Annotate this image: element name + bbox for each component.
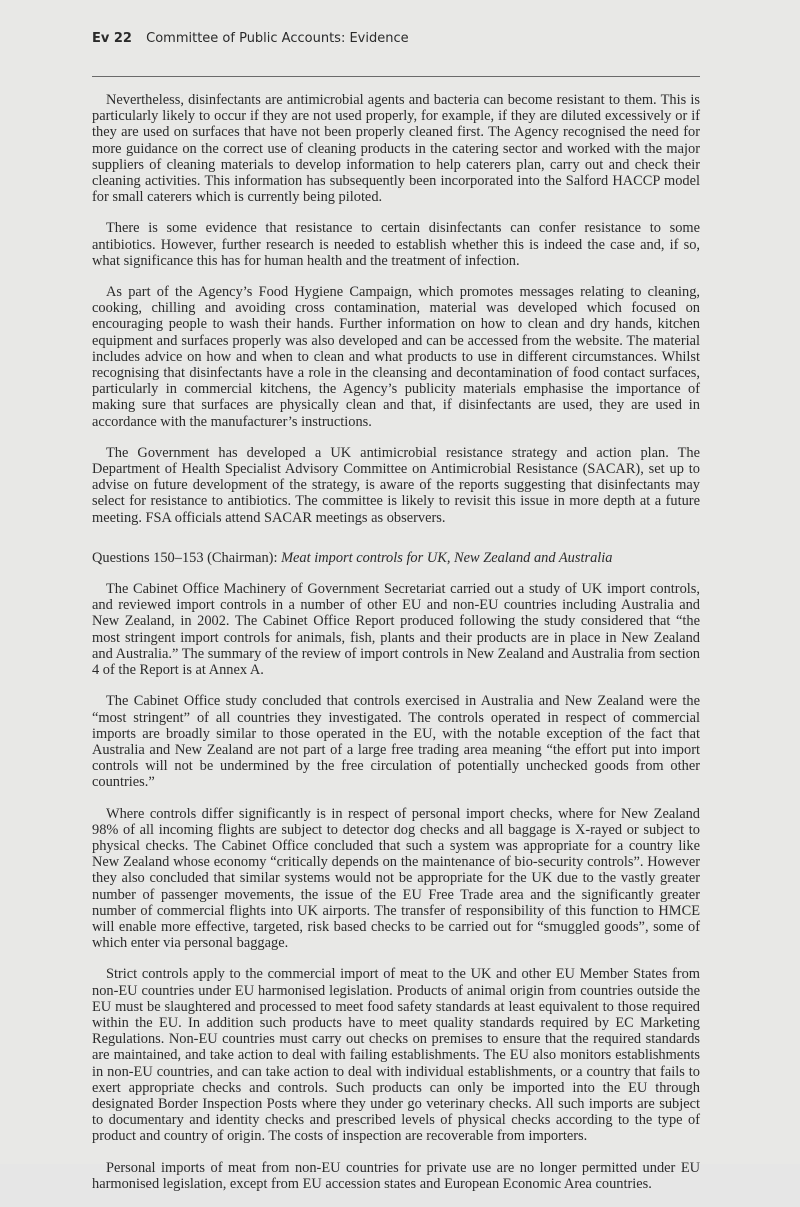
section-heading bbox=[92, 550, 700, 566]
paragraph: The Cabinet Office Machinery of Government Secretariat carried out a study of UK import controls, and reviewed import controls in a number of other EU and non-EU countries including Australia and New Zealand, in 2002. The Cabinet Office Report produced following the study considered that “the most stringent import controls for animals, fish, plants and their products are in place in New Zealand and Australia.” The summary of the review of import controls in New Zealand and Australia from section 4 of the Report is at Annex A. bbox=[92, 581, 700, 679]
section-heading-prefix: Questions 150–153 (Chairman): bbox=[92, 549, 282, 566]
running-header bbox=[92, 31, 409, 46]
document-body bbox=[92, 92, 700, 1207]
section-heading-title: Meat import controls for UK, New Zealand and Australia bbox=[281, 549, 613, 566]
header-divider bbox=[92, 76, 700, 77]
paragraph: Strict controls apply to the commercial import of meat to the UK and other EU Member States from non-EU countries under EU harmonised legislation. Products of animal origin from countries outside the EU must be slaughtered and processed to meet food safety standards at least equivalent to those required within the EU. In addition such products have to meet quality standards required by EC Marketing Regulations. Non-EU countries must carry out checks on premises to ensure that the required standards are maintained, and take action to deal with failing establishments. The EU also monitors establishments in non-EU countries, and can take action to deal with individual establishments, or a country that fails to exert appropriate checks and controls. Such products can only be imported into the EU through designated Border Inspection Posts where they under go veterinary checks. All such imports are subject to documentary and identity checks and prescribed levels of physical checks according to the type of product and country of origin. The costs of inspection are recoverable from importers. bbox=[92, 966, 700, 1145]
paragraph: The Cabinet Office study concluded that controls exercised in Australia and New Zealand were the “most stringent” of all countries they investigated. The controls operated in respect of commercial imports are broadly similar to those operated in the EU, with the notable exception of the fact that Australia and New Zealand are not part of a large free trading area meaning “the effort put into import controls will not be undermined by the free circulation of potentially unchecked goods from other countries.” bbox=[92, 693, 700, 791]
paragraph: There is some evidence that resistance to certain disinfectants can confer resistance to some antibiotics. However, further research is needed to establish whether this is indeed the case and, if so, what significance this has for human health and the treatment of infection. bbox=[92, 220, 700, 269]
paragraph: As part of the Agency’s Food Hygiene Campaign, which promotes messages relating to cleaning, cooking, chilling and avoiding cross contamination, material was developed which focused on encouraging people to wash their hands. Further information on how to clean and dry hands, kitchen equipment and surfaces properly was also developed and can be accessed from the website. The material includes advice on how and when to clean and what products to use in different circumstances. Whilst recognising that disinfectants have a role in the cleansing and decontamination of food contact surfaces, particularly in commercial kitchens, the Agency’s publicity materials emphasise the importance of making sure that surfaces are physically clean and that, if disinfectants are used, they are used in accordance with the manufacturer’s instructions. bbox=[92, 284, 700, 430]
page-number: Ev 22 bbox=[92, 31, 132, 46]
paragraph: Where controls differ significantly is in respect of personal import checks, where for New Zealand 98% of all incoming flights are subject to detector dog checks and all baggage is X-rayed or subject to physical checks. The Cabinet Office concluded that such a system was appropriate for a country like New Zealand whose economy “critically depends on the maintenance of bio-security controls”. However they also concluded that similar systems would not be appropriate for the UK due to the vastly greater number of passenger movements, the issue of the EU Free Trade area and the significantly greater number of commercial flights into UK airports. The transfer of responsibility of this function to HMCE will enable more effective, targeted, risk based checks to be carried out for “smuggled goods”, some of which enter via personal baggage. bbox=[92, 805, 700, 952]
paragraph: Nevertheless, disinfectants are antimicrobial agents and bacteria can become resistant to them. This is particularly likely to occur if they are not used properly, for example, if they are diluted excessively or if they are used on surfaces that have not been properly cleaned first. The Agency recognised the need for more guidance on the correct use of cleaning products in the catering sector and worked with the major suppliers of cleaning materials to develop information to help caterers plan, carry out and check their cleaning activities. This information has subsequently been incorporated into the Salford HACCP model for small caterers which is currently being piloted. bbox=[92, 92, 700, 206]
header-title: Committee of Public Accounts: Evidence bbox=[146, 31, 409, 46]
paragraph: Personal imports of meat from non-EU countries for private use are no longer permitted under EU harmonised legislation, except from EU accession states and European Economic Area countries. bbox=[92, 1159, 700, 1192]
paragraph: The Government has developed a UK antimicrobial resistance strategy and action plan. The Department of Health Specialist Advisory Committee on Antimicrobial Resistance (SACAR), set up to advise on future development of the strategy, is aware of the reports suggesting that disinfectants may select for resistance to antibiotics. The committee is likely to revisit this issue in more depth at a future meeting. FSA officials attend SACAR meetings as observers. bbox=[92, 444, 700, 526]
